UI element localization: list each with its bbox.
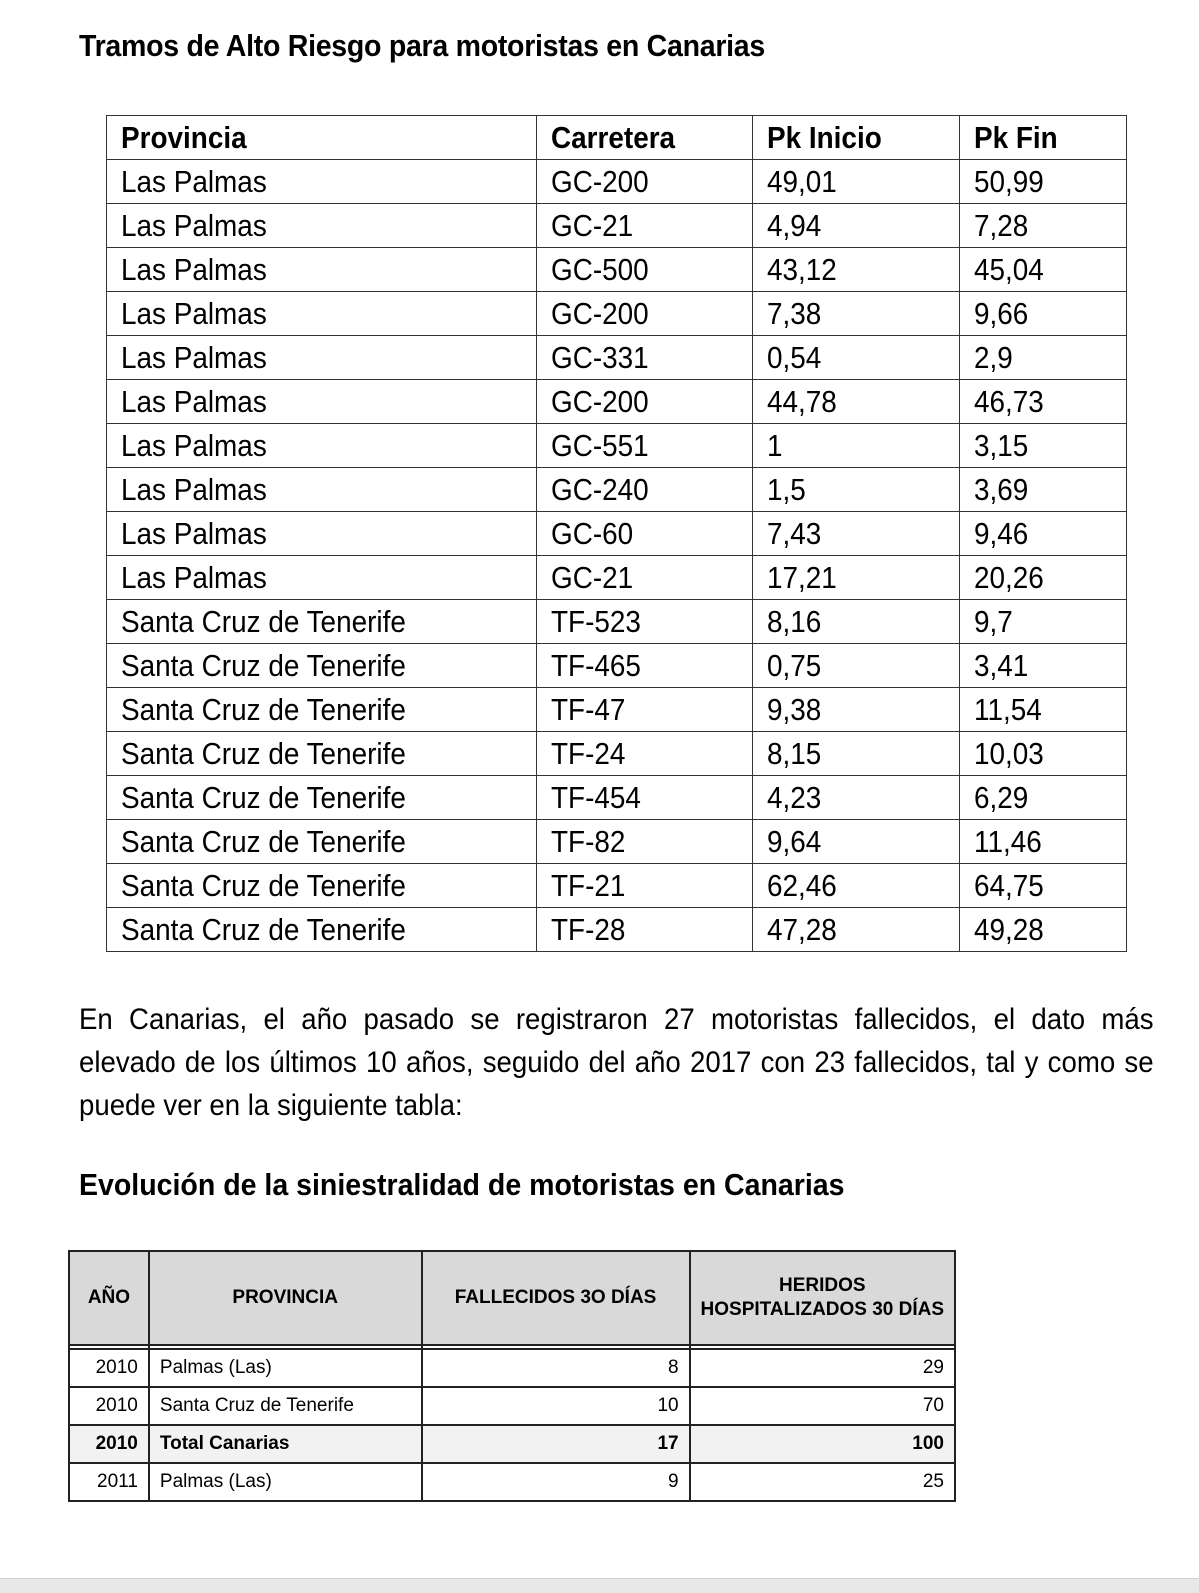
cell-carretera: TF-21: [536, 864, 753, 908]
cell-pk-fin: 50,99: [960, 160, 1127, 204]
cell-provincia: Total Canarias: [149, 1425, 422, 1463]
cell-pk-inicio: 17,21: [753, 556, 960, 600]
tramos-table: [106, 115, 1127, 952]
cell-provincia: Santa Cruz de Tenerife: [107, 688, 537, 732]
cell-provincia: Las Palmas: [107, 380, 537, 424]
siniestralidad-table-header: [69, 1251, 955, 1345]
table-row: [107, 512, 1127, 556]
cell-pk-inicio: 4,23: [753, 776, 960, 820]
cell-pk-inicio: 62,46: [753, 864, 960, 908]
cell-carretera: TF-47: [536, 688, 753, 732]
header-pk-inicio: Pk Inicio: [753, 116, 960, 160]
cell-provincia: Las Palmas: [107, 204, 537, 248]
cell-carretera: TF-454: [536, 776, 753, 820]
cell-carretera: TF-523: [536, 600, 753, 644]
table-row: [107, 600, 1127, 644]
cell-carretera: GC-200: [536, 160, 753, 204]
cell-pk-fin: 10,03: [960, 732, 1127, 776]
body-paragraph: En Canarias, el año pasado se registraron 27 motoristas fallecidos, el dato más elevado de los últimos 10 años, seguido del año 2017 con 23 fallecidos, tal y como se puede ver en la siguiente tabla:: [79, 1003, 1154, 1122]
section-title-tramos: Tramos de Alto Riesgo para motoristas en Canarias: [79, 28, 765, 63]
cell-pk-inicio: 0,54: [753, 336, 960, 380]
cell-provincia: Las Palmas: [107, 512, 537, 556]
tramos-table-body: [107, 160, 1127, 952]
cell-provincia: Palmas (Las): [149, 1463, 422, 1501]
header-carretera: Carretera: [536, 116, 753, 160]
table-row: [107, 336, 1127, 380]
cell-pk-inicio: 49,01: [753, 160, 960, 204]
cell-carretera: GC-551: [536, 424, 753, 468]
table-row: [107, 468, 1127, 512]
cell-carretera: TF-24: [536, 732, 753, 776]
total-row: [69, 1425, 955, 1463]
section-title-evolucion: Evolución de la siniestralidad de motoristas en Canarias: [79, 1167, 845, 1202]
cell-pk-inicio: 0,75: [753, 644, 960, 688]
cell-pk-inicio: 8,16: [753, 600, 960, 644]
table-row: [107, 864, 1127, 908]
cell-pk-fin: 9,46: [960, 512, 1127, 556]
cell-provincia: Santa Cruz de Tenerife: [107, 776, 537, 820]
table-row: [107, 908, 1127, 952]
cell-provincia: Palmas (Las): [149, 1349, 422, 1387]
table-row: [107, 776, 1127, 820]
cell-pk-fin: 11,54: [960, 688, 1127, 732]
cell-pk-fin: 49,28: [960, 908, 1127, 952]
cell-carretera: GC-21: [536, 204, 753, 248]
cell-provincia: Santa Cruz de Tenerife: [107, 644, 537, 688]
cell-pk-inicio: 43,12: [753, 248, 960, 292]
cell-carretera: GC-240: [536, 468, 753, 512]
table-row: [69, 1387, 955, 1425]
header-pk-fin: Pk Fin: [960, 116, 1127, 160]
cell-pk-inicio: 7,38: [753, 292, 960, 336]
cell-provincia: Santa Cruz de Tenerife: [107, 732, 537, 776]
table-row: [107, 688, 1127, 732]
cell-ano: 2010: [69, 1425, 149, 1463]
table-row: [107, 820, 1127, 864]
cell-ano: 2010: [69, 1349, 149, 1387]
cell-carretera: GC-60: [536, 512, 753, 556]
header-provincia: Provincia: [107, 116, 537, 160]
cell-fallecidos: 10: [422, 1387, 690, 1425]
table-row: [107, 204, 1127, 248]
cell-ano: 2011: [69, 1463, 149, 1501]
cell-pk-fin: 3,41: [960, 644, 1127, 688]
header-heridos: HERIDOS HOSPITALIZADOS 30 DÍAS: [690, 1251, 955, 1345]
cell-heridos: 29: [690, 1349, 955, 1387]
cell-pk-fin: 3,15: [960, 424, 1127, 468]
header-provincia: PROVINCIA: [149, 1251, 422, 1345]
header-ano: AÑO: [69, 1251, 149, 1345]
page-bottom-edge: [0, 1578, 1199, 1593]
cell-pk-fin: 45,04: [960, 248, 1127, 292]
cell-pk-inicio: 44,78: [753, 380, 960, 424]
table-row: [107, 644, 1127, 688]
cell-carretera: TF-82: [536, 820, 753, 864]
cell-provincia: Las Palmas: [107, 556, 537, 600]
cell-pk-fin: 6,29: [960, 776, 1127, 820]
table-row: [69, 1349, 955, 1387]
cell-provincia: Santa Cruz de Tenerife: [107, 864, 537, 908]
cell-carretera: GC-200: [536, 292, 753, 336]
table-row: [69, 1463, 955, 1501]
cell-pk-inicio: 1: [753, 424, 960, 468]
cell-pk-fin: 9,7: [960, 600, 1127, 644]
cell-carretera: GC-331: [536, 336, 753, 380]
table-row: [107, 248, 1127, 292]
cell-carretera: GC-21: [536, 556, 753, 600]
header-fallecidos: FALLECIDOS 3O DÍAS: [422, 1251, 690, 1345]
cell-pk-inicio: 7,43: [753, 512, 960, 556]
cell-provincia: Santa Cruz de Tenerife: [149, 1387, 422, 1425]
cell-fallecidos: 8: [422, 1349, 690, 1387]
cell-pk-fin: 7,28: [960, 204, 1127, 248]
cell-pk-fin: 3,69: [960, 468, 1127, 512]
cell-heridos: 70: [690, 1387, 955, 1425]
table-row: [107, 380, 1127, 424]
cell-provincia: Santa Cruz de Tenerife: [107, 820, 537, 864]
cell-provincia: Las Palmas: [107, 424, 537, 468]
table-row: [107, 160, 1127, 204]
cell-pk-fin: 9,66: [960, 292, 1127, 336]
cell-pk-fin: 46,73: [960, 380, 1127, 424]
cell-provincia: Las Palmas: [107, 248, 537, 292]
cell-pk-inicio: 4,94: [753, 204, 960, 248]
cell-carretera: TF-28: [536, 908, 753, 952]
table-row: [107, 556, 1127, 600]
cell-pk-inicio: 8,15: [753, 732, 960, 776]
cell-pk-inicio: 9,64: [753, 820, 960, 864]
cell-pk-inicio: 47,28: [753, 908, 960, 952]
cell-pk-fin: 11,46: [960, 820, 1127, 864]
table-row: [107, 732, 1127, 776]
table-row: [107, 292, 1127, 336]
cell-pk-fin: 20,26: [960, 556, 1127, 600]
cell-provincia: Santa Cruz de Tenerife: [107, 600, 537, 644]
siniestralidad-table-body: [69, 1345, 955, 1501]
table-row: [107, 424, 1127, 468]
cell-provincia: Las Palmas: [107, 336, 537, 380]
cell-pk-inicio: 1,5: [753, 468, 960, 512]
cell-provincia: Las Palmas: [107, 160, 537, 204]
cell-carretera: GC-500: [536, 248, 753, 292]
cell-provincia: Las Palmas: [107, 468, 537, 512]
cell-carretera: TF-465: [536, 644, 753, 688]
cell-pk-inicio: 9,38: [753, 688, 960, 732]
cell-carretera: GC-200: [536, 380, 753, 424]
cell-fallecidos: 17: [422, 1425, 690, 1463]
cell-heridos: 100: [690, 1425, 955, 1463]
siniestralidad-table: [68, 1250, 956, 1502]
cell-fallecidos: 9: [422, 1463, 690, 1501]
cell-provincia: Santa Cruz de Tenerife: [107, 908, 537, 952]
cell-provincia: Las Palmas: [107, 292, 537, 336]
cell-ano: 2010: [69, 1387, 149, 1425]
tramos-table-header: [107, 116, 1127, 160]
cell-pk-fin: 64,75: [960, 864, 1127, 908]
cell-pk-fin: 2,9: [960, 336, 1127, 380]
cell-heridos: 25: [690, 1463, 955, 1501]
